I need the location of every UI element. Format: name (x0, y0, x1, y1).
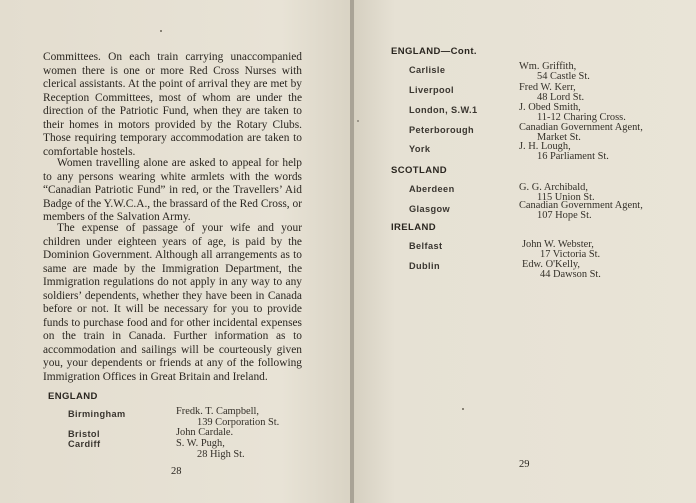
section-heading-england: ENGLAND (48, 391, 98, 402)
paragraph-committees: Committees. On each train carrying unaccompanied women there is one or more Red Cross Nurses with clerical assistants. At the point of arrival they are met by Reception Committees, most of whom are under the direction of the Patriotic Fund, when they are taken to their homes in motors provided by the Rotary Clubs. Those requiring temporary accommodation are taken to comfortable hostels. (43, 51, 302, 158)
office-agent: John W. Webster, (522, 239, 594, 250)
paper-speck (462, 408, 464, 410)
office-city: Peterborough (409, 125, 475, 135)
office-city: Aberdeen (409, 184, 455, 194)
office-agent: Edw. O'Kelly, (522, 259, 580, 270)
office-address: 115 Union St. (537, 192, 595, 203)
section-heading-scotland: SCOTLAND (391, 165, 447, 176)
office-address: 139 Corporation St. (197, 417, 280, 428)
office-agent: Wm. Griffith, (519, 61, 577, 72)
office-agent: G. G. Archibald, (519, 182, 588, 193)
office-agent: John Cardale. (176, 427, 234, 438)
office-city: York (409, 144, 431, 154)
office-city: London, S.W.1 (409, 105, 478, 115)
office-address: 107 Hope St. (537, 210, 592, 221)
office-address: Market St. (537, 132, 581, 143)
office-city: Cardiff (68, 439, 101, 449)
section-heading-england-cont: ENGLAND—Cont. (391, 46, 477, 57)
office-address: 11-12 Charing Cross. (537, 112, 626, 123)
office-city: Carlisle (409, 65, 446, 75)
office-city: Liverpool (409, 85, 454, 95)
right-page (354, 0, 696, 503)
paragraph-women-travelling: Women travelling alone are asked to appeal for help to any persons wearing white armlets with the words “Canadian Patriotic Fund” in red, or the Travellers’ Aid Badge of the Y.W.C.A., the brassard of the Red Cross, or members of the Salvation Army. (43, 157, 302, 224)
office-address: 44 Dawson St. (540, 269, 601, 280)
office-address: 16 Parliament St. (537, 151, 609, 162)
office-address: 48 Lord St. (537, 92, 585, 103)
page-number: 29 (519, 459, 530, 470)
office-city: Birmingham (68, 409, 126, 419)
paper-speck (160, 30, 162, 32)
paragraph-expense-of-passage: The expense of passage of your wife and your children under eighteen years of age, is paid by the Dominion Government. Although all arrangements as to same are made by the Immigration Department, the Immigration regulations do not apply in any way to any soldiers’ dependents, whether they have been in Canada before or not. It will be necessary for you to provide funds to purchase food and for other incidental expenses on the train in Canada. Further information as to accommodation and sailings will be courteously given you, your dependents or friends at any of the following Immigration Offices in Great Britain and Ireland. (43, 222, 302, 384)
page-number: 28 (171, 466, 182, 477)
office-address: 28 High St. (197, 449, 245, 460)
office-agent: Fred W. Kerr, (519, 82, 576, 93)
office-city: Dublin (409, 261, 440, 271)
office-agent: Fredk. T. Campbell, (176, 406, 260, 417)
office-city: Glasgow (409, 204, 451, 214)
office-city: Bristol (68, 429, 100, 439)
office-city: Belfast (409, 241, 443, 251)
office-agent: Canadian Government Agent, (519, 200, 643, 211)
office-agent: J. Obed Smith, (519, 102, 581, 113)
office-agent: J. H. Lough, (519, 141, 571, 152)
office-agent: Canadian Government Agent, (519, 122, 643, 133)
office-address: 17 Victoria St. (540, 249, 601, 260)
paper-speck (357, 120, 359, 122)
office-address: 54 Castle St. (537, 71, 590, 82)
section-heading-ireland: IRELAND (391, 222, 437, 233)
office-agent: S. W. Pugh, (176, 438, 225, 449)
